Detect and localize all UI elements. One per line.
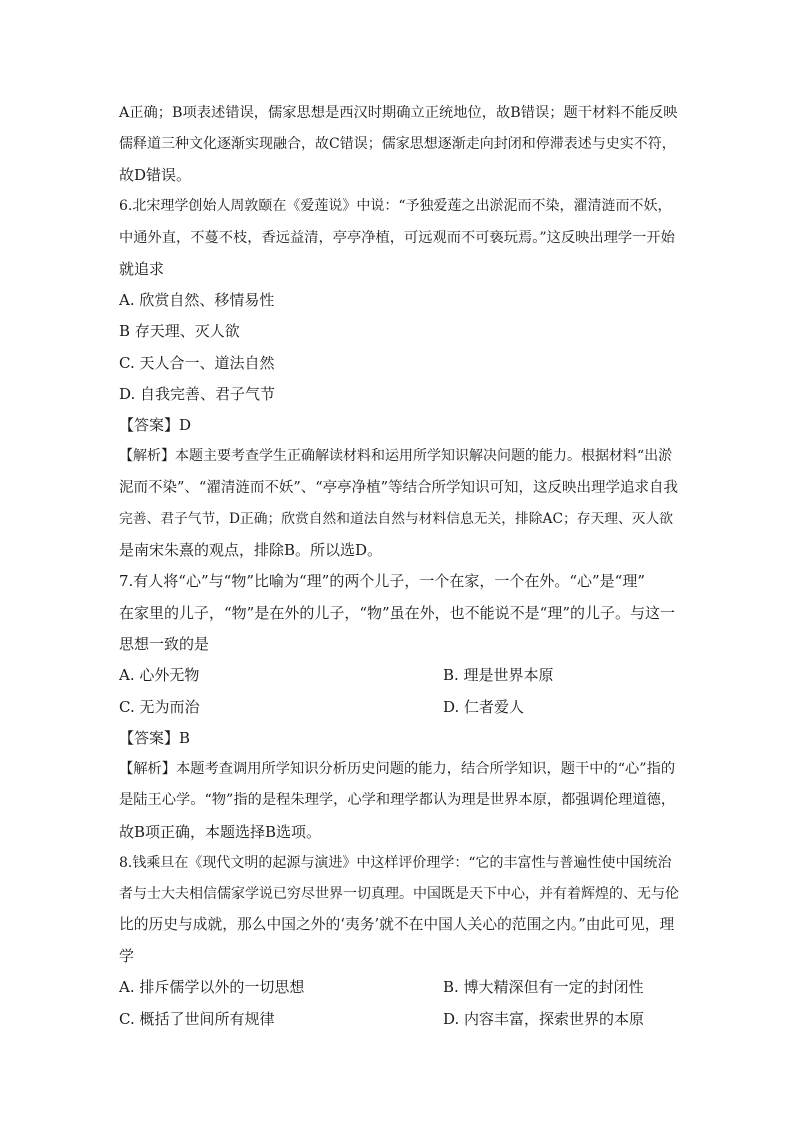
q6-analysis-line-2: 泥而不染”、“濯清涟而不妖”、“亭亭净植”等结合所学知识可知，这反映出理学追求自我 [119, 480, 679, 496]
q8-stem-line-1: 8.钱乘旦在《现代文明的起源与演进》中这样评价理学：“它的丰富性与普遍性使中国统治 [119, 855, 672, 871]
q6-analysis-line-4: 是南宋朱熹的观点，排除B。所以选D。 [119, 541, 383, 559]
q6-answer: 【答案】D [119, 416, 192, 434]
q7-option-a: A. 心外无物 [119, 666, 200, 684]
q6-stem-line-1: 6.北宋理学创始人周敦颐在《爱莲说》中说：“予独爱莲之出淤泥而不染，濯清涟而不妖， [119, 198, 672, 214]
q7-analysis-line-3: 故B项正确，本题选择B选项。 [119, 823, 322, 841]
q7-stem-line-1: 7.有人将“心”与“物”比喻为“理”的两个儿子，一个在家，一个在外。“心”是“理” [119, 572, 645, 590]
q7-analysis-line-2: 是陆王心学。“物”指的是程朱理学，心学和理学都认为理是世界本原，都强调伦理道德， [119, 792, 676, 808]
q8-option-d: D. 内容丰富，探索世界的本原 [443, 1010, 645, 1028]
q6-option-d: D. 自我完善、君子气节 [119, 385, 276, 403]
q7-analysis-line-1: 【解析】本题考查调用所学知识分析历史问题的能力，结合所学知识，题干中的“心”指的 [119, 761, 676, 777]
q7-option-d: D. 仁者爱人 [443, 698, 525, 716]
q6-stem-line-2: 中通外直，不蔓不枝，香远益清，亭亭净植，可远观而不可亵玩焉。”这反映出理学一开始 [119, 230, 675, 246]
q6-analysis-line-3: 完善、君子气节，D正确；欣赏自然和道法自然与材料信息无关，排除AC；存天理、灭人欲 [119, 511, 673, 527]
q7-answer: 【答案】B [119, 729, 191, 747]
q8-stem-line-2: 者与士大夫相信儒家学说已穷尽世界一切真理。中国既是天下中心，并有着辉煌的、无与伦 [119, 886, 679, 902]
q8-stem-line-3: 比的历史与成就，那么中国之外的‘夷务’就不在中国人关心的范围之内。”由此可见，理 [119, 916, 675, 933]
q6-analysis-line-1: 【解析】本题主要考查学生正确解读材料和运用所学知识解决问题的能力。根据材料“出淤 [119, 448, 673, 464]
q5-explanation-line-1: A正确；B项表述错误，儒家思想是西汉时期确立正统地位，故B错误；题干材料不能反映 [119, 105, 678, 121]
q7-stem-line-3: 思想一致的是 [119, 635, 210, 653]
q5-explanation-line-2: 儒释道三种文化逐渐实现融合，故C错误；儒家思想逐渐走向封闭和停滞表述与史实不符， [119, 136, 676, 152]
q6-option-c: C. 天人合一、道法自然 [119, 354, 275, 372]
q8-option-c: C. 概括了世间所有规律 [119, 1010, 275, 1028]
q5-explanation-line-3: 故D错误。 [119, 166, 192, 184]
q6-option-b: B 存天理、灭人欲 [119, 322, 240, 340]
q7-stem-line-2: 在家里的儿子，“物”是在外的儿子，“物”虽在外，也不能说不是“理”的儿子。与这一 [119, 604, 676, 622]
q8-option-a: A. 排斥儒学以外的一切思想 [119, 978, 305, 996]
q7-option-c: C. 无为而治 [119, 698, 200, 716]
q8-option-b: B. 博大精深但有一定的封闭性 [443, 978, 644, 996]
q6-option-a: A. 欣赏自然、移情易性 [119, 291, 275, 309]
q7-option-b: B. 理是世界本原 [443, 666, 554, 684]
q6-stem-line-3: 就追求 [119, 260, 165, 278]
q8-stem-line-4: 学 [119, 947, 135, 965]
